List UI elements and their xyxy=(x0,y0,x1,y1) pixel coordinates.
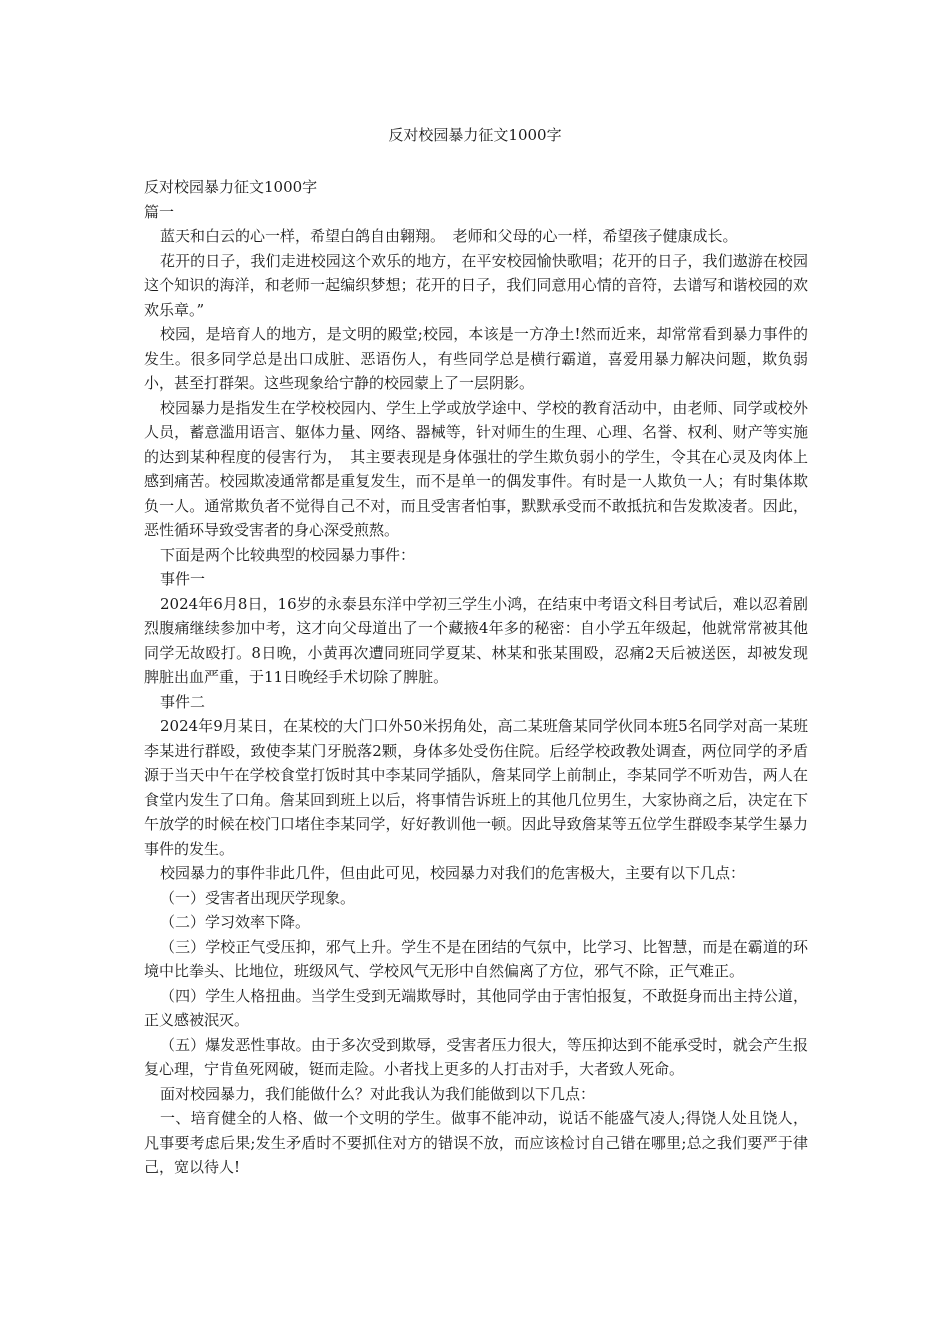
section-heading: 篇一 xyxy=(144,202,175,221)
paragraph: 面对校园暴力，我们能做什么？对此我认为我们能做到以下几点： xyxy=(160,1084,596,1103)
paragraph: 花开的日子，我们走进校园这个欢乐的地方，在平安校园愉快歌唱；花开的日子，我们遨游在校园这个知识的海洋，和老师一起编织梦想；花开的日子，我们同意用心情的音符，去谱写和谐校园的欢欢乐章。” xyxy=(144,251,808,319)
paragraph: 校园暴力的事件非此几件，但由此可见，校园暴力对我们的危害极大，主要有以下几点： xyxy=(160,864,746,882)
paragraph: 2024年6月8日，16岁的永泰县东洋中学初三学生小鸿，在结束中考语文科目考试后，难以忍着剧烈腹痛继续参加中考，这才向父母道出了一个藏掖4年多的秘密：自小学五年级起，他就常常被其他同学无故殴打。8日晚，小黄再次遭同班同学夏某、林某和张某围殴，忍痛2天后被送医，却被发现脾脏出血严重，于11日晚经手术切除了脾脏。 xyxy=(144,594,808,686)
paragraph: 校园，是培育人的地方，是文明的殿堂;校园，本该是一方净土!然而近来，却常常看到暴力事件的发生。很多同学总是出口成脏、恶语伤人，有些同学总是横行霸道，喜爱用暴力解决问题，欺负弱小，甚至打群架。这些现象给宁静的校园蒙上了一层阴影。 xyxy=(144,325,808,392)
list-item: （四）学生人格扭曲。当学生受到无端欺辱时，其他同学由于害怕报复，不敢挺身而出主持公道，正义感被泯灭。 xyxy=(144,986,808,1029)
paragraph: 下面是两个比较典型的校园暴力事件： xyxy=(160,545,416,564)
list-item: （三）学校正气受压抑，邪气上升。学生不是在团结的气氛中，比学习、比智慧，而是在霸道的环境中比拳头、比地位，班级风气、学校风气无形中自然偏离了方位，邪气不除，正气难正。 xyxy=(144,937,808,980)
page-title: 反对校园暴力征文1000字 xyxy=(388,126,562,144)
paragraph: 蓝天和白云的心一样，希望白鸽自由翱翔。 老师和父母的心一样，希望孩子健康成长。 xyxy=(160,227,738,245)
paragraph: 2024年9月某日，在某校的大门口外50米拐角处，高二某班詹某同学伙同本班5名同学对高一某班李某进行群殴，致使李某门牙脱落2颗，身体多处受伤住院。后经学校政教处调查，两位同学的矛盾源于当天中午在学校食堂打饭时其中李某同学插队，詹某同学上前制止，李某同学不听劝告，两人在食堂内发生了口角。詹某回到班上以后，将事情告诉班上的其他几位男生，大家协商之后，决定在下午放学的时候在校门口堵住李某同学，好好教训他一顿。因此导致詹某等五位学生群殴李某学生暴力事件的发生。 xyxy=(144,717,808,858)
event-heading: 事件一 xyxy=(160,570,206,588)
list-item: （五）爆发恶性事故。由于多次受到欺辱，受害者压力很大，等压抑达到不能承受时，就会产生报复心理，宁肯鱼死网破，铤而走险。小者找上更多的人打击对手，大者致人死命。 xyxy=(144,1035,808,1078)
list-item: （一）受害者出现厌学现象。 xyxy=(160,888,356,907)
paragraph: 一、培育健全的人格、做一个文明的学生。做事不能冲动，说话不能盛气凌人;得饶人处且饶人，凡事要考虑后果;发生矛盾时不要抓住对方的错误不放，而应该检讨自己错在哪里;总之我们要严于律己，宽以待人! xyxy=(144,1109,808,1176)
list-item: （二）学习效率下降。 xyxy=(160,913,311,931)
document-subtitle: 反对校园暴力征文1000字 xyxy=(144,178,318,196)
event-heading: 事件二 xyxy=(160,692,206,711)
document-body xyxy=(144,175,808,1180)
paragraph: 校园暴力是指发生在学校校园内、学生上学或放学途中、学校的教育活动中，由老师、同学或校外人员，蓄意滥用语言、躯体力量、网络、器械等，针对师生的生理、心理、名誉、权利、财产等实施的达到某种程度的侵害行为， 其主要表现是身体强壮的学生欺负弱小的学生，令其在心灵及肉体上感到痛苦。校园欺凌通常都是重复发生，而不是单一的偶发事件。有时是一人欺负一人；有时集体欺负一人。通常欺负者不觉得自己不对，而且受害者怕事，默默承受而不敢抵抗和告发欺凌者。因此，恶性循环导致受害者的身心深受煎熬。 xyxy=(144,398,808,539)
